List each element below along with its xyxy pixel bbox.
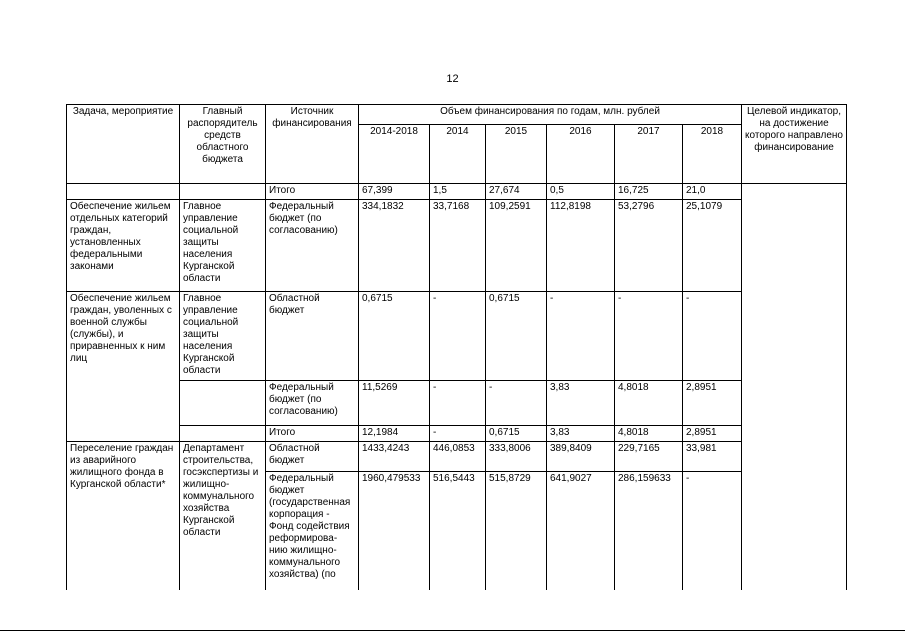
task-cell: Переселение граждан из аварийного жилищного фонда в Курганской области*	[67, 442, 180, 590]
header-year: 2014	[430, 125, 486, 184]
header-year: 2016	[547, 125, 615, 184]
value-cell: 109,2591	[486, 200, 547, 292]
value-cell: 0,6715	[486, 426, 547, 442]
value-cell: 112,8198	[547, 200, 615, 292]
task-cell: Обеспечение жильем граждан, уволенных с военной службы (службы), и приравненных к ним лиц	[67, 292, 180, 442]
header-manager: Главный распорядитель средств областного бюджета	[180, 105, 266, 184]
source-cell: Областной бюджет	[266, 292, 359, 381]
value-cell: 53,2796	[615, 200, 683, 292]
value-cell: 2,8951	[683, 381, 742, 426]
value-cell: 3,83	[547, 381, 615, 426]
value-cell: 446,0853	[430, 442, 486, 472]
value-cell: 2,8951	[683, 426, 742, 442]
value-cell: 641,9027	[547, 472, 615, 590]
source-cell: Областной бюджет	[266, 442, 359, 472]
value-cell: 27,674	[486, 184, 547, 200]
value-cell: 12,1984	[359, 426, 430, 442]
value-cell: 25,1079	[683, 200, 742, 292]
header-source: Источник финансирования	[266, 105, 359, 184]
target-cell	[742, 184, 847, 590]
value-cell: 21,0	[683, 184, 742, 200]
value-cell: 3,83	[547, 426, 615, 442]
value-cell: -	[486, 381, 547, 426]
manager-cell	[180, 184, 266, 200]
source-cell: Федеральный бюджет (государственная корпорация - Фонд содействия реформирова-нию жилищно-коммунального хозяйства) (по	[266, 472, 359, 590]
value-cell: -	[547, 292, 615, 381]
table-row	[67, 381, 847, 426]
value-cell: -	[430, 381, 486, 426]
value-cell: 515,8729	[486, 472, 547, 590]
value-cell: 229,7165	[615, 442, 683, 472]
value-cell: 516,5443	[430, 472, 486, 590]
value-cell: -	[683, 292, 742, 381]
task-cell	[67, 184, 180, 200]
value-cell: 286,159633	[615, 472, 683, 590]
value-cell: -	[683, 472, 742, 590]
value-cell: 33,7168	[430, 200, 486, 292]
table-row	[67, 426, 847, 442]
value-cell: 0,6715	[359, 292, 430, 381]
value-cell: 33,981	[683, 442, 742, 472]
value-cell: 389,8409	[547, 442, 615, 472]
manager-cell: Департамент строительства, госэкспертизы и жилищно-коммунального хозяйства Курганской области	[180, 442, 266, 590]
value-cell: 333,8006	[486, 442, 547, 472]
value-cell: 4,8018	[615, 426, 683, 442]
table-row	[67, 442, 847, 472]
value-cell: -	[615, 292, 683, 381]
table-row	[67, 200, 847, 292]
page-number: 12	[446, 73, 459, 85]
value-cell: 4,8018	[615, 381, 683, 426]
source-cell: Федеральный бюджет (по согласованию)	[266, 381, 359, 426]
source-cell: Итого	[266, 426, 359, 442]
task-cell: Обеспечение жильем отдельных категорий граждан, установленных федеральными законами	[67, 200, 180, 292]
header-year: 2018	[683, 125, 742, 184]
table-row	[67, 292, 847, 381]
manager-cell: Главное управление социальной защиты населения Курганской области	[180, 200, 266, 292]
source-cell: Итого	[266, 184, 359, 200]
table-row	[67, 184, 847, 200]
value-cell: 67,399	[359, 184, 430, 200]
value-cell: 0,6715	[486, 292, 547, 381]
header-year: 2015	[486, 125, 547, 184]
value-cell: 16,725	[615, 184, 683, 200]
header-task: Задача, мероприятие	[67, 105, 180, 184]
value-cell: -	[430, 292, 486, 381]
financing-table	[66, 104, 847, 590]
manager-cell	[180, 381, 266, 426]
manager-cell: Главное управление социальной защиты населения Курганской области	[180, 292, 266, 381]
page-bottom-divider	[0, 630, 905, 631]
value-cell: 1960,479533	[359, 472, 430, 590]
value-cell: -	[430, 426, 486, 442]
source-cell: Федеральный бюджет (по согласованию)	[266, 200, 359, 292]
value-cell: 1433,4243	[359, 442, 430, 472]
header-year: 2017	[615, 125, 683, 184]
value-cell: 0,5	[547, 184, 615, 200]
value-cell: 1,5	[430, 184, 486, 200]
header-year: 2014-2018	[359, 125, 430, 184]
value-cell: 11,5269	[359, 381, 430, 426]
manager-cell	[180, 426, 266, 442]
value-cell: 334,1832	[359, 200, 430, 292]
header-financing: Объем финансирования по годам, млн. рублей	[359, 105, 742, 125]
header-target: Целевой индикатор, на достижение которого направлено финансирование	[742, 105, 847, 184]
